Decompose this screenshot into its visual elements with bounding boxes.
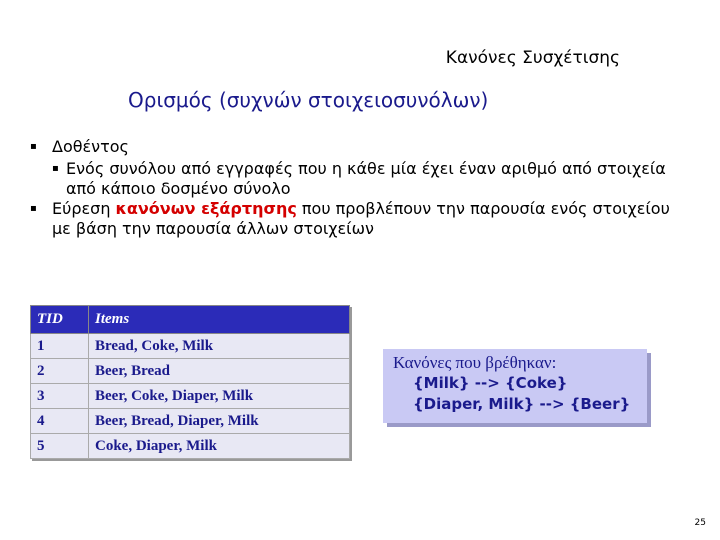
table-header-row (31, 306, 350, 334)
cell-items: Beer, Bread (89, 359, 350, 384)
table-row (31, 334, 350, 359)
sub-bullet-text: Ενός συνόλου από εγγραφές που η κάθε μία έχει έναν αριθμό από στοιχεία από κάποιο δοσμένο σύνολο (66, 159, 666, 198)
rule-item: {Milk} --> {Coke} (413, 374, 568, 392)
table-row (31, 409, 350, 434)
slide-title: Ορισμός (συχνών στοιχειοσυνόλων) (128, 88, 489, 112)
found-rules-box (383, 349, 647, 423)
bullet-given-text: Δοθέντος (52, 137, 129, 156)
table-row (31, 434, 350, 459)
table-row (31, 384, 350, 409)
bullet-list (30, 137, 670, 241)
cell-items: Beer, Coke, Diaper, Milk (89, 384, 350, 409)
cell-tid: 5 (31, 434, 89, 459)
bullet-given (30, 137, 670, 157)
table-row (31, 359, 350, 384)
cell-tid: 4 (31, 409, 89, 434)
header-items: Items (89, 306, 350, 334)
rule-item: {Diaper, Milk} --> {Beer} (413, 395, 631, 413)
cell-tid: 2 (31, 359, 89, 384)
cell-items: Coke, Diaper, Milk (89, 434, 350, 459)
header-tid: TID (31, 306, 89, 334)
cell-tid: 3 (31, 384, 89, 409)
page-number: 25 (694, 518, 706, 528)
cell-items: Bread, Coke, Milk (89, 334, 350, 359)
cell-items: Beer, Bread, Diaper, Milk (89, 409, 350, 434)
sub-bullet-records (30, 159, 670, 199)
cell-tid: 1 (31, 334, 89, 359)
bullet-find (30, 199, 670, 239)
slide-header: Κανόνες Συσχέτισης (445, 48, 620, 68)
transactions-table (30, 305, 350, 459)
bullet-find-pre: Εύρεση (52, 199, 116, 218)
square-bullet-icon: ▪ (52, 163, 59, 174)
bullet-find-emphasis: κανόνων εξάρτησης (115, 199, 297, 218)
found-rules-title: Κανόνες που βρέθηκαν: (393, 353, 557, 372)
bullet-find-post: που προβλέπουν την παρουσία ενός στοιχείου με βάση την παρουσία άλλων στοιχείων (52, 199, 670, 238)
